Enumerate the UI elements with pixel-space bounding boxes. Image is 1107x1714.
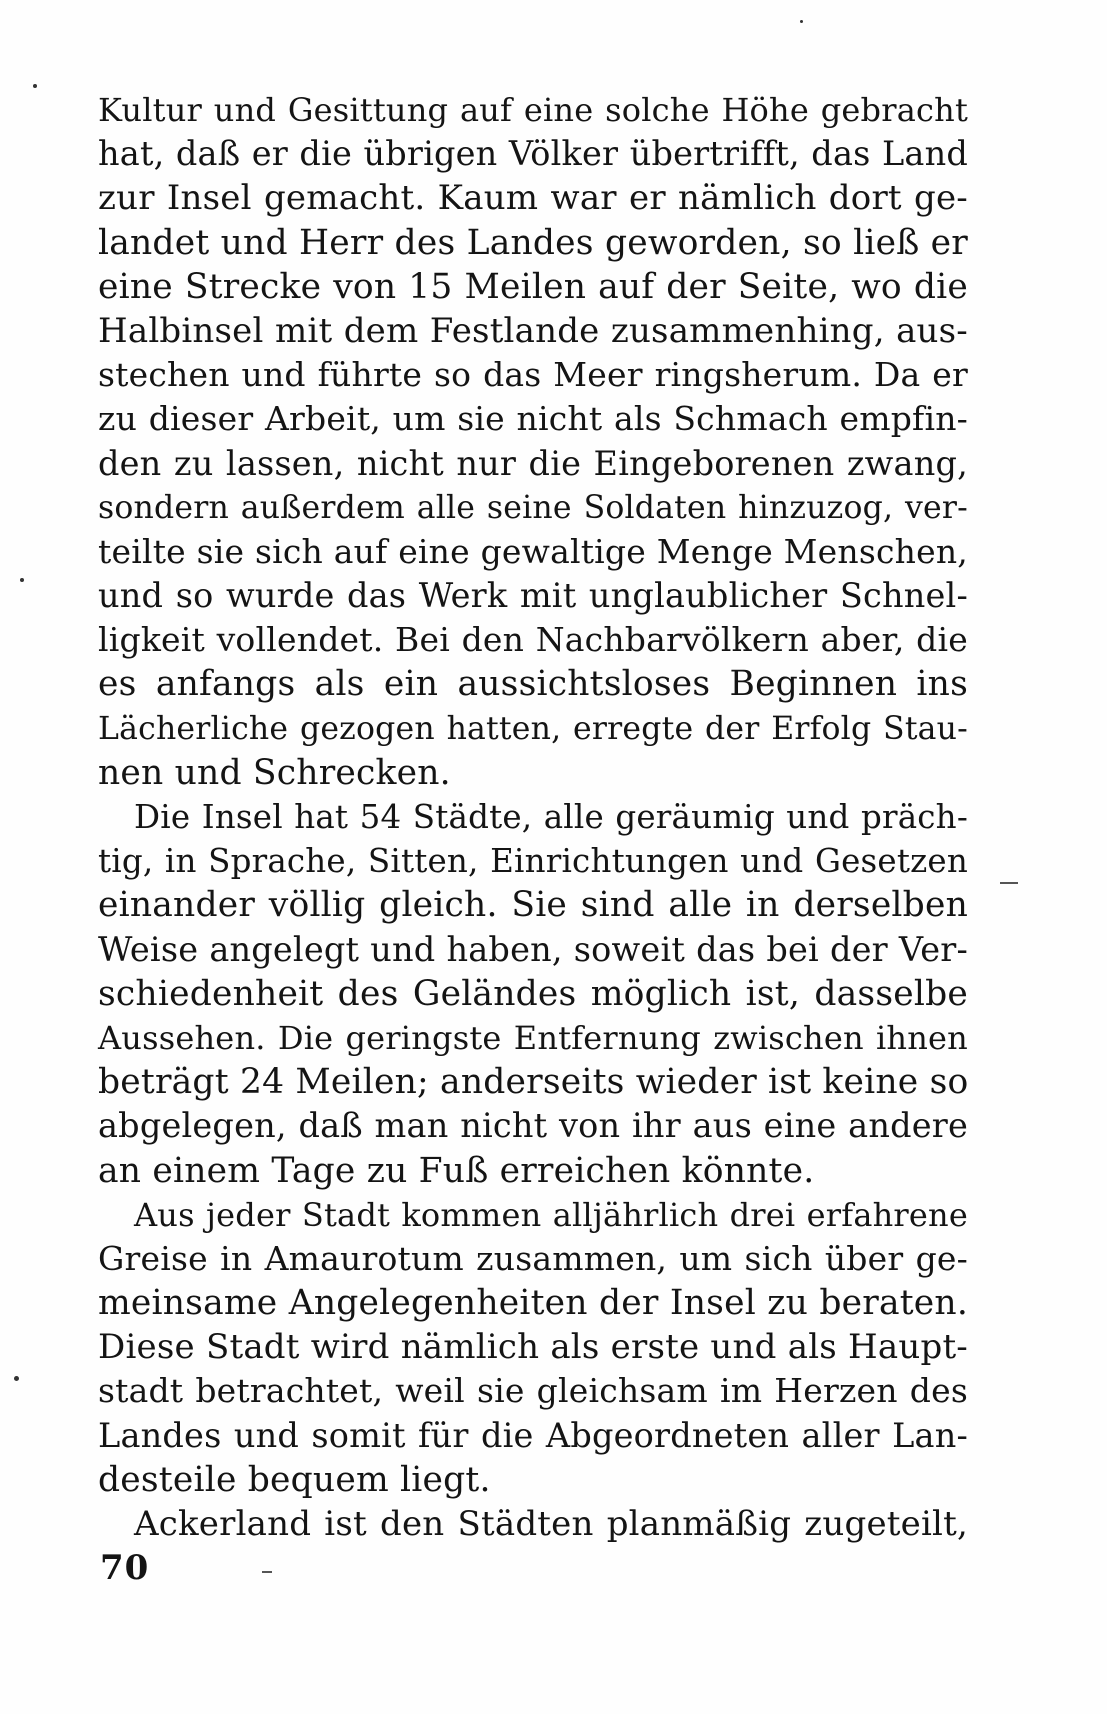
text-line: Lächerliche gezogen hatten, erregte der Erfolg Stau- [98,710,968,747]
text-line: stechen und führte so das Meer ringsherum. Da er [98,355,968,395]
body-text [98,88,968,1546]
page-number: 70 [100,1548,150,1588]
text-line: Ackerland ist den Städten planmäßig zugeteilt, [134,1504,968,1544]
text-line: Greise in Amaurotum zusammen, um sich über ge- [98,1238,968,1278]
text-line: Aussehen. Die geringste Entfernung zwischen ihnen [98,1018,968,1057]
text-line: einander völlig gleich. Sie sind alle in derselben [98,885,968,926]
text-line: Halbinsel mit dem Festlande zusammenhing, aus- [98,310,968,351]
text-line: nen und Schrecken. [98,752,451,793]
text-line: zur Insel gemacht. Kaum war er nämlich dort ge- [98,178,968,219]
text-line: tig, in Sprache, Sitten, Einrichtungen und Gesetzen [98,842,968,881]
text-line: Weise angelegt und haben, soweit das bei der Ver- [98,929,968,969]
text-line: sondern außerdem alle seine Soldaten hinzuzog, ver- [98,489,968,526]
text-line: Landes und somit für die Abgeordneten aller Lan- [98,1415,968,1455]
scan-speck [14,1376,19,1381]
text-line: teilte sie sich auf eine gewaltige Menge Menschen, [98,531,968,571]
text-line: eine Strecke von 15 Meilen auf der Seite, wo die [98,266,968,307]
text-line: meinsame Angelegenheiten der Insel zu beraten. [98,1283,968,1324]
scan-dash [1000,882,1018,884]
text-line: Diese Stadt wird nämlich als erste und als Haupt- [98,1327,968,1368]
text-line: hat, daß er die übrigen Völker übertrifft, das Land [98,134,968,174]
text-line: Kultur und Gesittung auf eine solche Höhe gebracht [98,91,968,129]
text-line: landet und Herr des Landes geworden, so ließ er [98,222,968,263]
text-line: abgelegen, daß man nicht von ihr aus eine andere [98,1106,968,1146]
text-line: beträgt 24 Meilen; anderseits wieder ist keine so [98,1062,969,1103]
scan-speck [33,84,37,88]
text-line: schiedenheit des Geländes möglich ist, dasselbe [98,973,968,1014]
text-line: Die Insel hat 54 Städte, alle geräumig und präch- [134,798,968,836]
text-line: ligkeit vollendet. Bei den Nachbarvölkern aber, die [98,620,968,660]
text-line: Aus jeder Stadt kommen alljährlich drei erfahrene [134,1195,968,1234]
text-line: zu dieser Arbeit, um sie nicht als Schmach empfin- [98,399,968,439]
scan-speck [800,20,803,23]
text-line: den zu lassen, nicht nur die Eingeborenen zwang, [98,443,968,483]
text-line: desteile bequem liegt. [98,1459,491,1500]
scan-dash [262,1571,272,1573]
text-line: und so wurde das Werk mit unglaublicher Schnel- [98,576,968,616]
text-line: an einem Tage zu Fuß erreichen könnte. [98,1150,815,1191]
scan-speck [20,578,24,582]
text-line: stadt betrachtet, weil sie gleichsam im Herzen des [98,1371,968,1411]
text-line: es anfangs als ein aussichtsloses Beginnen ins [98,664,968,705]
